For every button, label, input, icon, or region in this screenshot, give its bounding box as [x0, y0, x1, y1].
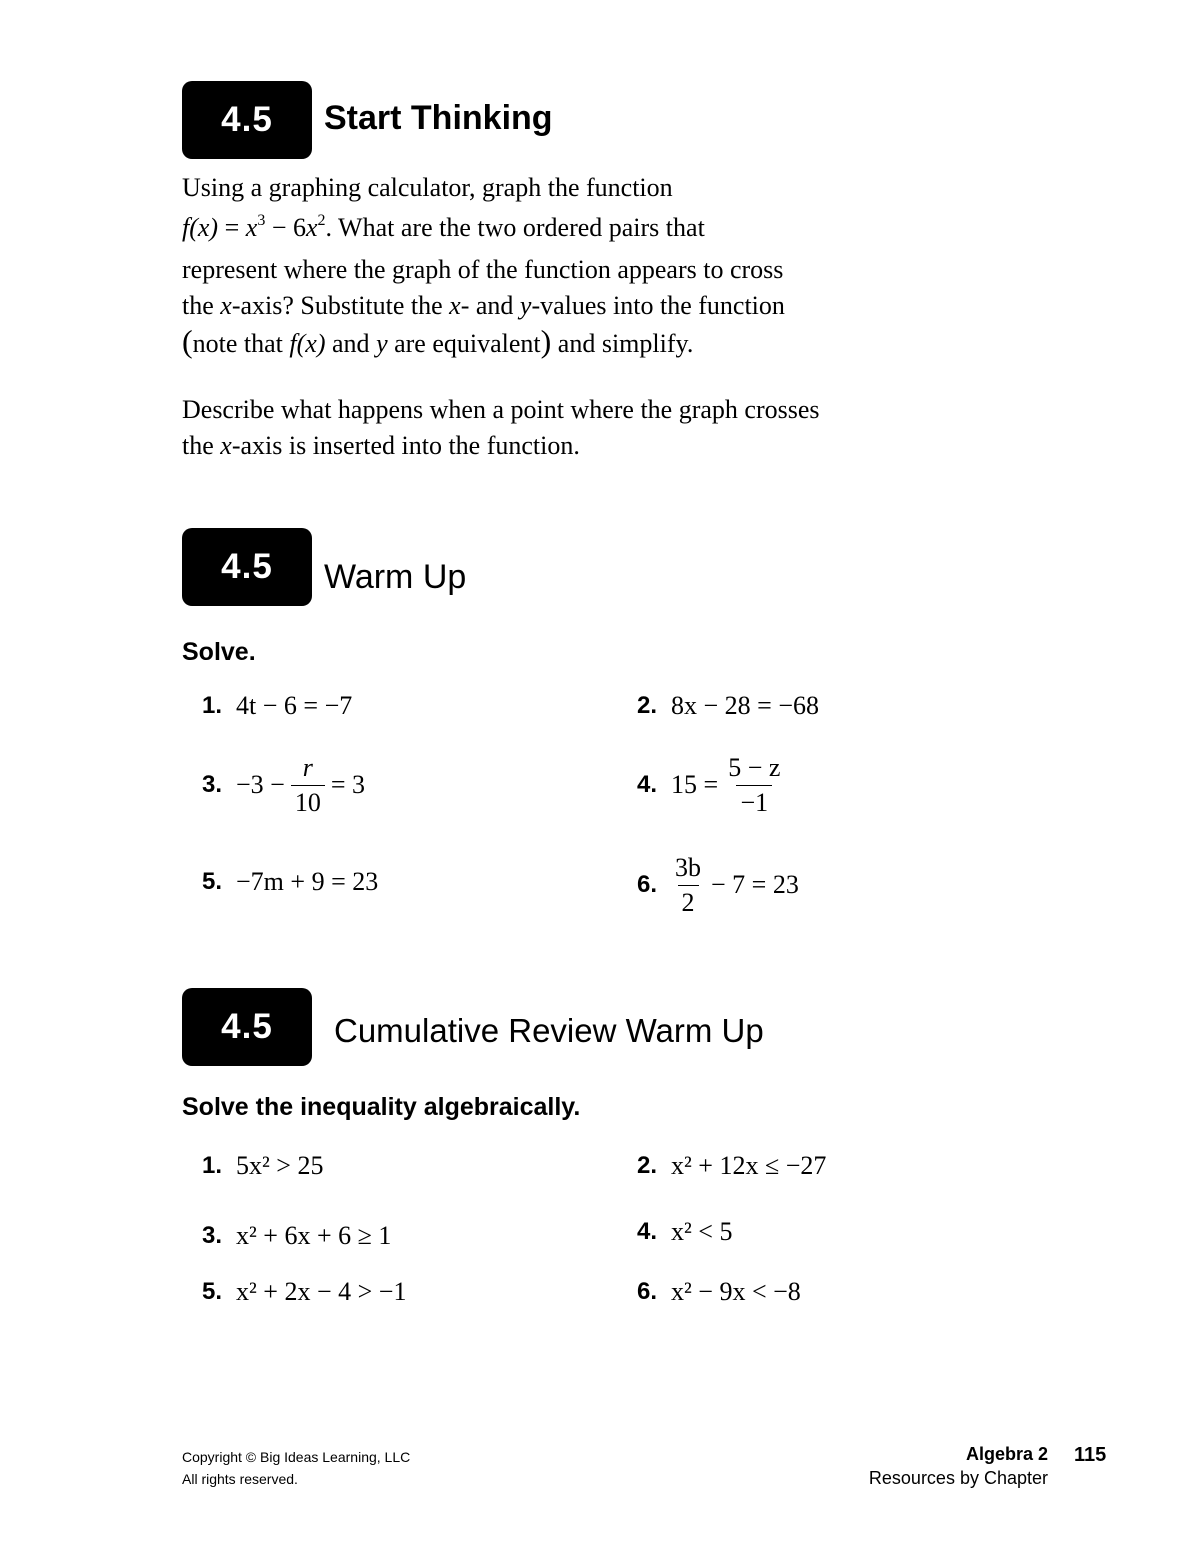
fraction-numerator: 3b — [675, 852, 702, 882]
text-line — [182, 288, 922, 324]
text-line: Using a graphing calculator, graph the function — [182, 173, 673, 202]
exercise-inequality: x² < 5 — [671, 1217, 733, 1246]
text-run: -axis is inserted into the function. — [231, 431, 580, 460]
exercise-number: 6. — [637, 871, 658, 898]
cumulative-instruction: Solve the inequality algebraically. — [182, 1093, 581, 1121]
fraction-denominator: −1 — [736, 785, 772, 818]
copyright-footer — [182, 1446, 410, 1490]
start-thinking-paragraph-1 — [182, 170, 922, 362]
fraction-numerator: 5 − z — [728, 752, 781, 782]
rights-text: All rights reserved. — [182, 1471, 298, 1487]
start-thinking-paragraph-2 — [182, 392, 922, 464]
exercise-equation: 8x − 28 = −68 — [671, 691, 820, 720]
section-title: Warm Up — [324, 558, 467, 596]
equation-left: −3 − — [236, 770, 285, 799]
math-operator: = — [224, 213, 246, 242]
exercise-inequality: 5x² > 25 — [236, 1151, 324, 1180]
exercise-number: 1. — [202, 1152, 223, 1179]
cumulative-exercise-5 — [202, 1272, 406, 1312]
exponent: 3 — [257, 212, 266, 229]
fraction — [724, 753, 784, 818]
exercise-equation — [671, 753, 790, 818]
cumulative-exercise-1 — [202, 1146, 323, 1186]
exercise-number: 2. — [637, 692, 658, 719]
fraction-denominator: 10 — [291, 785, 325, 818]
warm-up-exercise-3 — [202, 748, 365, 822]
exercise-number: 2. — [637, 1152, 658, 1179]
exercise-equation: −7m + 9 = 23 — [236, 867, 379, 896]
text-line — [182, 210, 922, 246]
copyright-text: Copyright © Big Ideas Learning, LLC — [182, 1449, 411, 1465]
warm-up-exercise-5 — [202, 862, 378, 902]
cumulative-exercise-3 — [202, 1216, 391, 1256]
text-run: -values into the function — [531, 291, 785, 320]
math-term: x — [220, 431, 232, 460]
section-badge: 4.5 — [182, 528, 312, 606]
math-term: x — [220, 291, 232, 320]
text-line: represent where the graph of the function appears to cross — [182, 255, 784, 284]
section-title: Start Thinking — [324, 99, 553, 137]
text-run: . What are the two ordered pairs that — [325, 213, 705, 242]
text-run: note that — [192, 329, 290, 358]
math-term: y — [376, 329, 388, 358]
equation-right: − 7 = 23 — [711, 870, 799, 899]
text-run: the — [182, 291, 221, 320]
cumulative-exercise-6 — [637, 1272, 801, 1312]
text-line — [182, 428, 922, 464]
math-operator: − 6 — [271, 213, 306, 242]
cumulative-review-header — [182, 988, 902, 1066]
fraction — [291, 753, 325, 818]
math-term: y — [519, 291, 532, 320]
text-run: are equivalent — [387, 329, 541, 358]
math-term: x — [305, 213, 318, 242]
math-term: x — [245, 213, 258, 242]
cumulative-exercise-4 — [637, 1212, 732, 1252]
exercise-equation — [236, 753, 365, 818]
section-badge: 4.5 — [182, 81, 312, 159]
book-subtitle: Resources by Chapter — [868, 1468, 1048, 1488]
warm-up-exercise-1 — [202, 686, 352, 726]
text-line — [182, 323, 922, 362]
exercise-number: 5. — [202, 1278, 223, 1305]
warm-up-exercise-6 — [637, 848, 799, 922]
exercise-inequality: x² + 6x + 6 ≥ 1 — [236, 1221, 392, 1250]
exercise-inequality: x² − 9x < −8 — [671, 1277, 801, 1306]
math-term: x — [449, 291, 461, 320]
book-footer — [869, 1442, 1048, 1490]
fraction-denominator: 2 — [678, 885, 699, 918]
warm-up-exercise-2 — [637, 686, 819, 726]
paren-open: ( — [182, 323, 193, 359]
text-run: the — [182, 431, 221, 460]
function-expression: f(x) — [289, 329, 326, 358]
warm-up-header — [182, 528, 902, 606]
text-run: -axis? Substitute the — [231, 291, 450, 320]
cumulative-exercise-2 — [637, 1146, 826, 1186]
warm-up-instruction: Solve. — [182, 638, 256, 666]
page-number: 115 — [1074, 1444, 1107, 1466]
book-title: Algebra 2 — [965, 1444, 1048, 1464]
text-line: Describe what happens when a point where the graph crosses — [182, 395, 820, 424]
warm-up-exercise-4 — [637, 748, 790, 822]
exercise-number: 5. — [202, 868, 223, 895]
exercise-number: 4. — [637, 771, 658, 798]
function-expression: f(x) — [182, 213, 219, 242]
equation-left: 15 = — [671, 770, 719, 799]
exercise-equation — [671, 853, 799, 918]
exercise-number: 3. — [202, 771, 223, 798]
section-badge: 4.5 — [182, 988, 312, 1066]
equation-right: = 3 — [330, 770, 366, 799]
text-run: and simplify. — [551, 329, 694, 358]
exponent: 2 — [317, 212, 326, 229]
text-run: and — [325, 329, 377, 358]
section-title: Cumulative Review Warm Up — [334, 1012, 764, 1049]
exercise-number: 6. — [637, 1278, 658, 1305]
fraction — [671, 853, 705, 918]
exercise-inequality: x² + 12x ≤ −27 — [671, 1151, 827, 1180]
fraction-numerator: r — [302, 752, 313, 782]
exercise-number: 1. — [202, 692, 223, 719]
exercise-inequality: x² + 2x − 4 > −1 — [236, 1277, 407, 1306]
text-run: - and — [460, 291, 520, 320]
exercise-number: 3. — [202, 1222, 223, 1249]
exercise-number: 4. — [637, 1218, 658, 1245]
exercise-equation: 4t − 6 = −7 — [236, 691, 353, 720]
start-thinking-header — [182, 81, 902, 159]
paren-close: ) — [540, 323, 552, 359]
